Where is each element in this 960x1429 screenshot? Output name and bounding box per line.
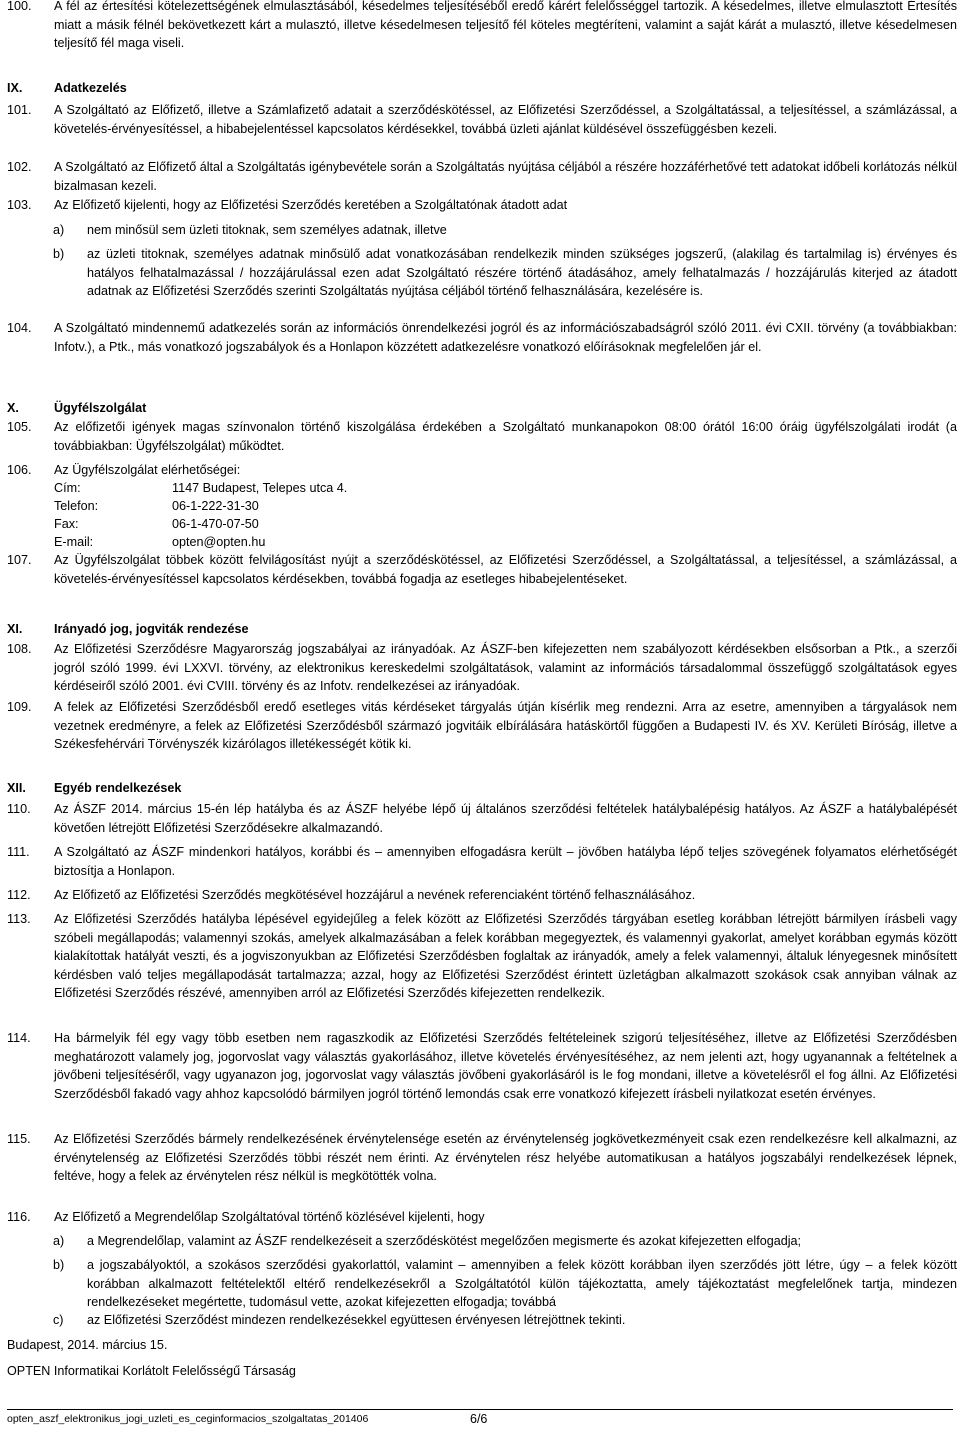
contact-email-row — [54, 533, 554, 552]
phone-value: 06-1-222-31-30 — [172, 499, 259, 513]
contact-fax-row — [54, 515, 554, 534]
list-item-label: c) — [53, 1313, 64, 1327]
list-item-text: az üzleti titoknak, személyes adatnak minősülő adat vonatkozásában rendelkezik minden szükséges jogszerű, (alakilag és tartalmilag is) érvényes és hatályos felhatalmazással / hozzájárulással ezen adat Szolgáltató részére történő átadásához, amely felhatalmazás / hozzájárulás kiterjed az átadott adatnak az Előfizetési Szerződés szerinti Szolgáltatás nyújtása céljából történő felhasználására, kezelésére is. — [87, 247, 957, 299]
list-item-116c — [53, 1311, 957, 1330]
paragraph-113 — [7, 910, 957, 1003]
paragraph-112 — [7, 886, 957, 905]
paragraph-text: Az Előfizetési Szerződés bármely rendelkezésének érvénytelensége esetén az érvénytelenség jogkövetkezményeit csak ezen rendelkezésre kell alkalmazni, az érvénytelenség az Előfizetési Szerződés többi részét nem érinti. Az érvénytelen rész helyébe automatikusan a hatályos jogszabályi rendelkezések lépnek, feltéve, hogy a felek az érvénytelen rész nélkül is megkötötték volna. — [54, 1132, 957, 1184]
paragraph-text: A felek az Előfizetési Szerződésből eredő esetleges vitás kérdéseket tárgyalás útján kísérlik meg rendezni. Arra az esetre, amennyiben a tárgyalások nem vezetnek eredményre, a felek az Előfizetési Szerződésből származó jogvitáik elbírálására hatáskörtől függően a Budapesti IV. és XV. Kerületi Bíróság, illetve a Székesfehérvári Törvényszék kizárólagos illetékességét kötik ki. — [54, 700, 957, 752]
paragraph-text: Az Előfizetési Szerződés hatályba lépésével egyidejűleg a felek között az Előfizetési Szerződés tárgyában esetleg korábban létrejött bármilyen írásbeli vagy szóbeli megállapodás; valamennyi szokás, amelyek alkalmazásában a felek korábban megegyeztek, és valamennyi gyakorlat, amelyet korábban egymás között kialakítottak hatályát veszti, és a jogviszonyukban az Előfizetési Szerződésben foglaltak az irányadók, amely a felek valamennyi, általuk lényegesnek minősített kérdésben való teljes megállapodását tartalmazza; azzal, hogy az Előfizetési Szerződést érintett üzletágban alkalmazott szokások csak annyiban válnak az Előfizetési Szerződés részévé, amennyiben arról az Előfizetési Szerződés kifejezetten rendelkezik. — [54, 912, 957, 1001]
email-value: opten@opten.hu — [172, 535, 266, 549]
paragraph-110 — [7, 800, 957, 837]
section-heading-ix — [7, 79, 607, 98]
paragraph-107 — [7, 551, 957, 588]
section-number: X. — [7, 401, 19, 415]
section-title: Irányadó jog, jogviták rendezése — [54, 622, 249, 636]
contact-address-row — [54, 479, 554, 498]
paragraph-number: 104. — [7, 321, 32, 335]
paragraph-108 — [7, 640, 957, 696]
paragraph-text: A fél az értesítési kötelezettségének elmulasztásából, késedelmes teljesítéséből eredő kárért felelősséggel tartozik. A késedelmes, illetve elmulasztott Értesítés miatt a másik félnél bekövetkezett kárt a mulasztó, illetve késedelmesen teljesítő fél köteles megtéríteni, valamint a saját kárát a mulasztó, illetve késedelmesen teljesítő fél maga viseli. — [54, 0, 957, 51]
paragraph-number: 102. — [7, 160, 32, 174]
paragraph-number: 107. — [7, 553, 32, 567]
paragraph-text: A Szolgáltató az Előfizető által a Szolgáltatás igénybevétele során a Szolgáltatás nyújtása céljából a részére hozzáférhetővé tett adatokat időbeli korlátozás nélkül bizalmasan kezeli. — [54, 160, 957, 193]
paragraph-111 — [7, 843, 957, 880]
paragraph-101 — [7, 101, 957, 138]
section-heading-xii — [7, 779, 607, 798]
list-item-label: a) — [53, 1234, 65, 1248]
paragraph-text: Az előfizetői igények magas színvonalon történő kiszolgálása érdekében a Szolgáltató munkanapokon 08:00 órától 16:00 óráig ügyfélszolgálati irodát (a továbbiakban: Ügyfélszolgálat) működtet. — [54, 420, 957, 453]
paragraph-102 — [7, 158, 957, 195]
place-and-date: Budapest, 2014. március 15. — [7, 1338, 168, 1352]
paragraph-number: 115. — [7, 1132, 31, 1146]
section-number: IX. — [7, 81, 23, 95]
paragraph-100 — [7, 0, 957, 53]
paragraph-text: Az Ügyfélszolgálat elérhetőségei: — [54, 463, 241, 477]
section-title: Adatkezelés — [54, 81, 127, 95]
section-title: Ügyfélszolgálat — [54, 401, 147, 415]
paragraph-104 — [7, 319, 957, 356]
section-title: Egyéb rendelkezések — [54, 781, 182, 795]
fax-label: Fax: — [54, 517, 79, 531]
paragraph-116 — [7, 1208, 957, 1227]
paragraph-103 — [7, 196, 957, 215]
contact-phone-row — [54, 497, 554, 516]
paragraph-109 — [7, 698, 957, 754]
paragraph-text: Az ÁSZF 2014. március 15-én lép hatályba és az ÁSZF helyébe lépő új általános szerződési feltételek hatálybalépésig hatályos. Az ÁSZF a hatálybalépését követően létrejött Előfizetési Szerződésekre alkalmazandó. — [54, 802, 957, 835]
section-number: XI. — [7, 622, 23, 636]
list-item-103a — [53, 221, 957, 240]
list-item-label: b) — [53, 247, 65, 261]
paragraph-text: A Szolgáltató mindennemű adatkezelés során az információs önrendelkezési jogról és az információszabadságról szóló 2011. évi CXII. törvény (a továbbiakban: Infotv.), a Ptk., más vonatkozó jogszabályok és a Honlapon közzétett adatkezelésre vonatkozó előírásoknak megfelelően jár el. — [54, 321, 957, 354]
paragraph-number: 103. — [7, 198, 32, 212]
address-label: Cím: — [54, 481, 81, 495]
paragraph-number: 105. — [7, 420, 32, 434]
fax-value: 06-1-470-07-50 — [172, 517, 259, 531]
paragraph-number: 109. — [7, 700, 32, 714]
list-item-text: a jogszabályoktól, a szokásos szerződési gyakorlattól, valamint – amennyiben a felek között korábban ilyen szerződés jött létre, úgy – a felek között korábban alkalmazott feltételektől eltérő rendelkezésekről a Szolgáltatótól külön tájékoztatta, amely tájékoztatást megfelelőnek tartja, mindezen rendelkezéseket megértette, tudomásul vette, azokat kifejezetten elfogadja; továbbá — [87, 1258, 957, 1310]
paragraph-text: Az Előfizető a Megrendelőlap Szolgáltatóval történő közlésével kijelenti, hogy — [54, 1210, 485, 1224]
paragraph-text: A Szolgáltató az ÁSZF mindenkori hatályos, korábbi és – amennyiben elfogadásra került – jövőben hatályba lépő teljes szövegének folyamatos elérhetőségét biztosítja a Honlapon. — [54, 845, 957, 878]
list-item-text: nem minősül sem üzleti titoknak, sem személyes adatnak, illetve — [87, 223, 447, 237]
paragraph-text: Az Ügyfélszolgálat többek között felvilágosítást nyújt a szerződéskötéssel, az Előfizetési Szerződéssel, a Szolgáltatással, a teljesítéssel, a számlázással, a követelés-érvényesítéssel kapcsolatos kérdésekben, továbbá fogadja az esetleges hibabejelentéseket. — [54, 553, 957, 586]
paragraph-text: Az Előfizető kijelenti, hogy az Előfizetési Szerződés keretében a Szolgáltatónak átadott adat — [54, 198, 568, 212]
paragraph-number: 106. — [7, 463, 32, 477]
section-number: XII. — [7, 781, 26, 795]
paragraph-106 — [7, 461, 957, 480]
paragraph-text: Az Előfizetési Szerződésre Magyarország jogszabályai az irányadóak. Az ÁSZF-ben kifejezetten nem szabályozott kérdésekben elsősorban a Ptk., a szerzői jogról szóló 1999. évi LXXVI. törvény, az elektronikus kereskedelmi szolgáltatások, valamint az információs társadalommal összefüggő szolgáltatások egyes kérdéseiről szóló 2001. évi CVIII. törvény és az Infotv. rendelkezései az irányadóak. — [54, 642, 957, 694]
paragraph-105 — [7, 418, 957, 455]
paragraph-text: Ha bármelyik fél egy vagy több esetben nem ragaszkodik az Előfizetési Szerződés feltételeinek szigorú teljesítéséhez, illetve az Előfizetési Szerződésben meghatározott valamely jog, jogorvoslat vagy választás gyakorlásához, illetve követelés érvényesítéséhez, az nem jelenti azt, hogy ugyanannak a feltételnek a jövőbeni teljesítéséről, vagy ugyanazon jog, jogorvoslat vagy választás jövőbeni gyakorlásáról is le fog mondani, illetve a követelésről el fog állni. Az Előfizetési Szerződésből fakadó vagy ahhoz kapcsolódó bármilyen jogról történő lemondás csak erre vonatkozó kifejezett írásbeli nyilatkozat esetén érvényes. — [54, 1031, 957, 1101]
list-item-116b — [53, 1256, 957, 1312]
list-item-103b — [53, 245, 957, 301]
paragraph-number: 108. — [7, 642, 32, 656]
footer-divider — [7, 1409, 953, 1410]
footer-filename: opten_aszf_elektronikus_jogi_uzleti_es_ceginformacios_szolgaltatas_201406 — [7, 1413, 369, 1425]
paragraph-number: 116. — [7, 1210, 31, 1224]
company-name: OPTEN Informatikai Korlátolt Felelősségű Társaság — [7, 1364, 296, 1378]
phone-label: Telefon: — [54, 499, 99, 513]
paragraph-114 — [7, 1029, 957, 1103]
paragraph-115 — [7, 1130, 957, 1186]
address-value: 1147 Budapest, Telepes utca 4. — [172, 481, 348, 495]
list-item-label: b) — [53, 1258, 65, 1272]
list-item-label: a) — [53, 223, 65, 237]
paragraph-number: 100. — [7, 0, 32, 13]
email-label: E-mail: — [54, 535, 94, 549]
paragraph-number: 114. — [7, 1031, 31, 1045]
list-item-text: a Megrendelőlap, valamint az ÁSZF rendelkezéseit a szerződéskötést megelőzően megismerte és azokat kifejezetten elfogadja; — [87, 1234, 802, 1248]
paragraph-number: 112. — [7, 888, 31, 902]
paragraph-number: 101. — [7, 103, 32, 117]
paragraph-text: A Szolgáltató az Előfizető, illetve a Számlafizető adatait a szerződéskötéssel, az Előfizetési Szerződéssel, a Szolgáltatással, a teljesítéssel, a számlázással, a követelés-érvényesítéssel, a hibabejelentéssel kapcsolatos kérdésekkel, továbbá üzleti ajánlat küldésével összefüggésben kezeli. — [54, 103, 957, 136]
section-heading-xi — [7, 620, 607, 639]
paragraph-number: 110. — [7, 802, 31, 816]
paragraph-text: Az Előfizető az Előfizetési Szerződés megkötésével hozzájárul a nevének referenciaként történő felhasználásához. — [54, 888, 696, 902]
footer-page-number: 6/6 — [470, 1412, 488, 1426]
section-heading-x — [7, 399, 607, 418]
list-item-text: az Előfizetési Szerződést mindezen rendelkezésekkel együttesen érvényesen létrejöttnek tekinti. — [87, 1313, 626, 1327]
paragraph-number: 111. — [7, 845, 30, 859]
paragraph-number: 113. — [7, 912, 31, 926]
list-item-116a — [53, 1232, 957, 1251]
